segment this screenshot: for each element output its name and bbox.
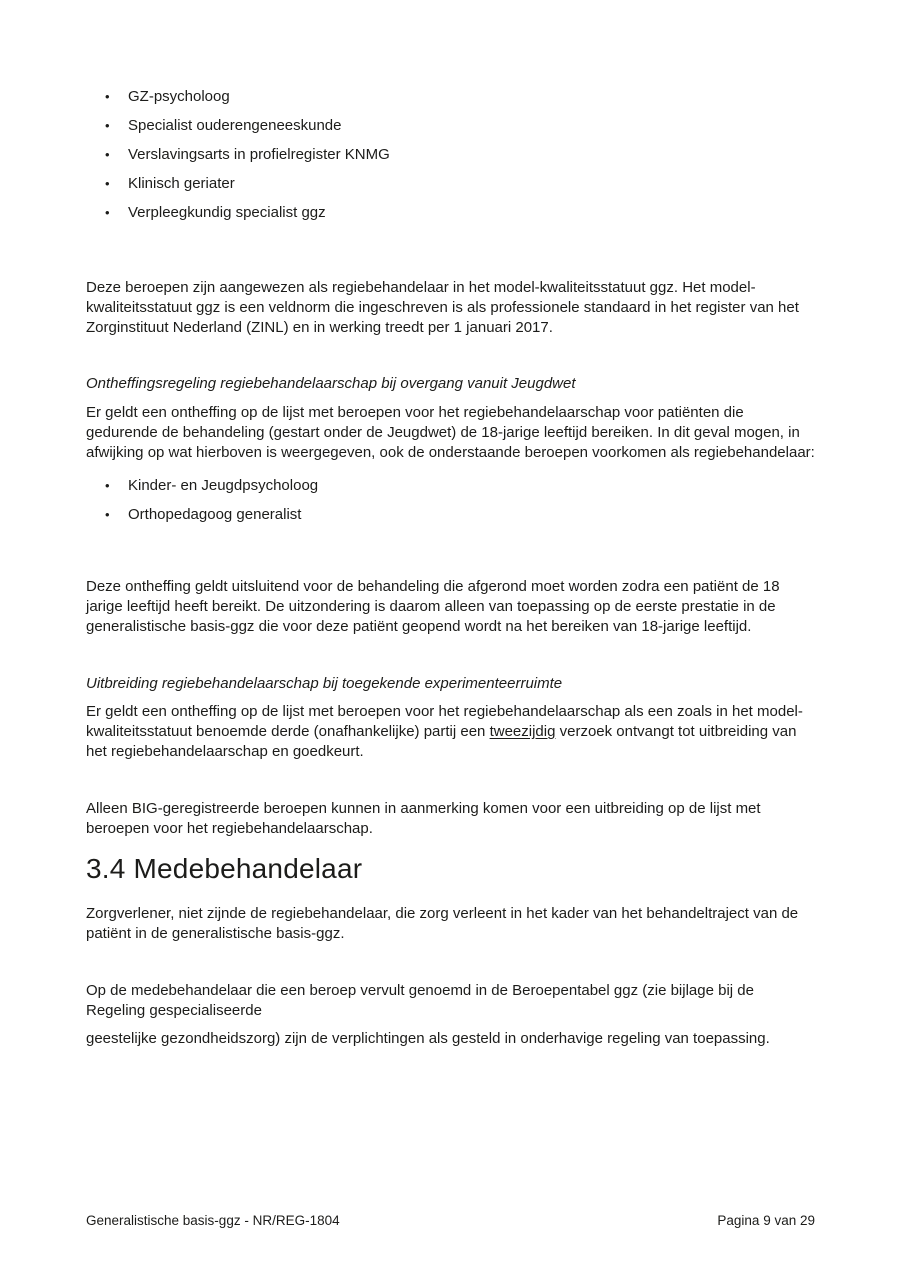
footer-document-title: Generalistische basis-ggz - NR/REG-1804 — [86, 1213, 340, 1228]
paragraph-uitbreiding-verzoek — [86, 702, 817, 762]
paragraph-ontheffing-uitsluitend: Deze ontheffing geldt uitsluitend voor de behandeling die afgerond moet worden zodra een patiënt de 18 jarige leeftijd heeft bereikt. De uitzondering is daarom alleen van toepassing op de eerste prestatie in de generalistische basis-ggz die voor deze patiënt geopend wordt na het bereiken van 18-jarige leeftijd. — [86, 578, 780, 635]
bullet-list-jeugd-beroepen — [86, 477, 817, 523]
bullet-icon: • — [105, 89, 110, 104]
bullet-item — [86, 204, 817, 221]
bullet-item-label: Kinder- en Jeugdpsycholoog — [128, 477, 319, 494]
bullet-icon: • — [105, 507, 110, 522]
bullet-item — [86, 175, 817, 192]
page-footer — [86, 1212, 815, 1229]
bullet-item — [86, 506, 817, 523]
bullet-item-label: Klinisch geriater — [128, 175, 235, 192]
footer-page-number: Pagina 9 van 29 — [717, 1213, 815, 1228]
underlined-term-tweezijdig: tweezijdig — [489, 723, 556, 740]
paragraph-zorgverlener-definitie: Zorgverlener, niet zijnde de regiebehandelaar, die zorg verleent in het kader van het behandeltraject van de patiënt in de generalistische basis-ggz. — [86, 905, 799, 942]
paragraph-model-kwaliteitsstatuut: Deze beroepen zijn aangewezen als regiebehandelaar in het model-kwaliteitsstatuut ggz. Het model-kwaliteitsstatuut ggz is een veldnorm die ingeschreven is als professionele standaard in het register van het Zorginstituut Nederland (ZINL) en in werking treedt per 1 januari 2017. — [86, 279, 799, 336]
bullet-item-label: Orthopedagoog generalist — [128, 506, 302, 523]
bullet-item — [86, 146, 817, 163]
paragraph-geestelijke-gezondheidszorg: geestelijke gezondheidszorg) zijn de verplichtingen als gesteld in onderhavige regeling van toepassing. — [86, 1030, 770, 1047]
bullet-icon: • — [105, 205, 110, 220]
section-heading-medebehandelaar: 3.4 Medebehandelaar — [86, 853, 363, 884]
document-content — [86, 0, 817, 1049]
bullet-icon: • — [105, 176, 110, 191]
subsection-heading-uitbreiding: Uitbreiding regiebehandelaarschap bij toegekende experimenteerruimte — [86, 675, 563, 692]
paragraph-ontheffing-jeugdwet: Er geldt een ontheffing op de lijst met beroepen voor het regiebehandelaarschap voor patiënten die gedurende de behandeling (gestart onder de Jeugdwet) de 18-jarige leeftijd bereiken. In dit geval mogen, in afwijking op wat hierboven is weergegeven, ook de onderstaande beroepen voorkomen als regiebehandelaar: — [86, 404, 815, 461]
paragraph-text-before: Er geldt een ontheffing op de lijst met beroepen voor het regiebehandelaarschap als een zoals in het model-kwaliteitsstatuut benoemde derde (onafhankelijke) partij een — [86, 703, 803, 740]
bullet-item — [86, 117, 817, 134]
paragraph-text-after: verzoek ontvangt tot uitbreiding van het regiebehandelaarschap en goedkeurt. — [86, 723, 797, 760]
bullet-icon: • — [105, 147, 110, 162]
bullet-item — [86, 477, 817, 494]
paragraph-beroepentabel: Op de medebehandelaar die een beroep vervult genoemd in de Beroepentabel ggz (zie bijlage bij de Regeling gespecialiseerde — [86, 982, 754, 1019]
bullet-item-label: GZ-psycholoog — [128, 88, 230, 105]
bullet-icon: • — [105, 478, 110, 493]
subsection-heading-ontheffingsregeling: Ontheffingsregeling regiebehandelaarschap bij overgang vanuit Jeugdwet — [86, 375, 576, 392]
bullet-list-regiebehandelaar-beroepen — [86, 88, 817, 221]
bullet-item-label: Verpleegkundig specialist ggz — [128, 204, 326, 221]
bullet-item-label: Specialist ouderengeneeskunde — [128, 117, 342, 134]
bullet-icon: • — [105, 118, 110, 133]
bullet-item-label: Verslavingsarts in profielregister KNMG — [128, 146, 390, 163]
bullet-item — [86, 88, 817, 105]
paragraph-big-geregistreerde: Alleen BIG-geregistreerde beroepen kunnen in aanmerking komen voor een uitbreiding op de lijst met beroepen voor het regiebehandelaarschap. — [86, 800, 761, 837]
